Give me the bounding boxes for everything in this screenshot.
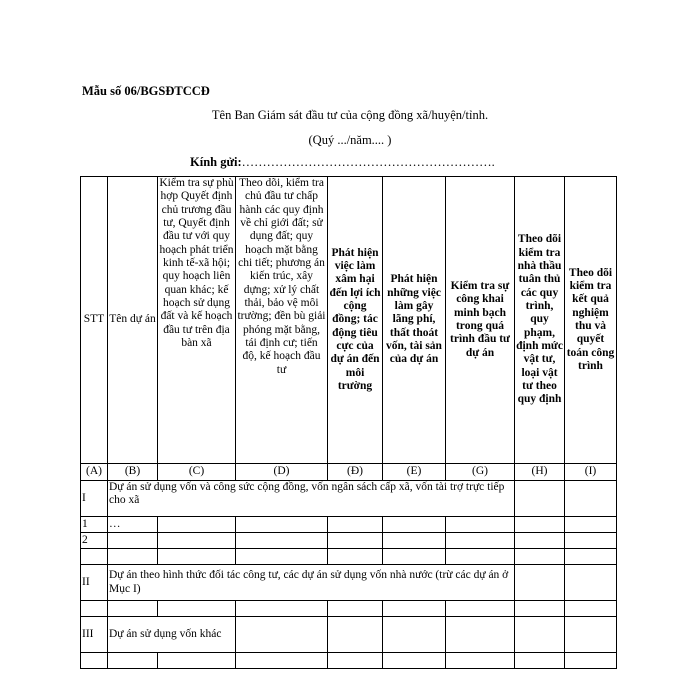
row-stt <box>81 601 108 617</box>
column-letter: (A) <box>81 464 108 481</box>
addressee-label: Kính gửi: <box>190 155 242 169</box>
table-cell <box>328 549 383 565</box>
table-cell <box>236 517 328 533</box>
table-row <box>81 617 617 653</box>
table-cell <box>158 517 236 533</box>
col-header-stt: STT <box>81 177 108 464</box>
col-header-community-harm: Phát hiện việc làm xâm hại đến lợi ích cộng đồng; tác động tiêu cực của dự án đến môi trường <box>328 177 383 464</box>
table-cell <box>565 617 617 653</box>
row-project-name: … <box>108 517 158 533</box>
table-row <box>81 517 617 533</box>
row-stt: 1 <box>81 517 108 533</box>
col-header-investor-compliance: Theo dõi, kiểm tra chủ đầu tư chấp hành các quy định về chỉ giới đất; sử dụng đất; quy hoạch mặt bằng chi tiết; phương án kiến trúc, xây dựng; xử lý chất thải, bảo vệ môi trường; đền bù giải phóng mặt bằng, tái định cư; tiến độ, kế hoạch đầu tư <box>236 177 328 464</box>
table-cell <box>236 653 328 669</box>
table-cell <box>565 533 617 549</box>
table-cell <box>383 517 446 533</box>
table-cell <box>236 549 328 565</box>
addressee-line <box>190 155 495 170</box>
table-cell <box>383 549 446 565</box>
column-letter: (D) <box>236 464 328 481</box>
reporting-period: (Quý .../năm.... ) <box>308 133 392 147</box>
table-cell <box>446 549 515 565</box>
table-cell <box>328 533 383 549</box>
table-cell <box>328 601 383 617</box>
table-cell <box>158 653 236 669</box>
table-row <box>81 533 617 549</box>
row-project-name <box>108 653 158 669</box>
table-row <box>81 549 617 565</box>
form-heading: Tên Ban Giám sát đầu tư của cộng đồng xã/huyện/tỉnh. <box>211 108 489 122</box>
row-stt <box>81 549 108 565</box>
table-cell <box>446 517 515 533</box>
table-row <box>81 565 617 601</box>
table-cell <box>446 533 515 549</box>
column-letter: (I) <box>565 464 617 481</box>
row-stt: II <box>81 565 108 601</box>
table-cell <box>383 601 446 617</box>
column-letter-row <box>81 464 617 481</box>
col-header-waste-loss: Phát hiện những việc làm gây lãng phí, thất thoát vốn, tài sản của dự án <box>383 177 446 464</box>
table-cell <box>158 533 236 549</box>
row-stt: III <box>81 617 108 653</box>
table-cell <box>158 601 236 617</box>
row-section-title: Dự án theo hình thức đối tác công tư, các dự án sử dụng vốn nhà nước (trừ các dự án ở Mục I) <box>108 565 515 601</box>
col-header-transparency: Kiểm tra sự công khai minh bạch trong quá trình đầu tư dự án <box>446 177 515 464</box>
table-cell <box>446 653 515 669</box>
row-stt: I <box>81 481 108 517</box>
column-letter: (Đ) <box>328 464 383 481</box>
table-cell <box>236 617 328 653</box>
table-cell <box>565 601 617 617</box>
column-letter: (G) <box>446 464 515 481</box>
col-header-contractor-compliance: Theo dõi kiểm tra nhà thầu tuân thủ các quy trình, quy phạm, định mức vật tư, loại vật tư theo quy định <box>515 177 565 464</box>
table-row <box>81 601 617 617</box>
table-cell <box>515 549 565 565</box>
table-row <box>81 481 617 517</box>
table-cell <box>565 565 617 601</box>
row-stt: 2 <box>81 533 108 549</box>
col-header-project-name: Tên dự án <box>108 177 158 464</box>
table-cell <box>515 481 565 517</box>
column-letter: (B) <box>108 464 158 481</box>
table-cell <box>515 517 565 533</box>
table-cell <box>328 653 383 669</box>
table-cell <box>515 601 565 617</box>
table-cell <box>515 565 565 601</box>
table-cell <box>328 617 383 653</box>
row-project-name <box>108 549 158 565</box>
table-cell <box>383 653 446 669</box>
col-header-planning-check: Kiểm tra sự phù hợp Quyết định chủ trương đầu tư, Quyết định đầu tư với quy hoạch phát triển kinh tế-xã hội; quy hoạch liên quan khác; kế hoạch sử dụng đất và kế hoạch đầu tư trên địa bàn xã <box>158 177 236 464</box>
table-cell <box>515 617 565 653</box>
table-cell <box>565 549 617 565</box>
table-cell <box>383 533 446 549</box>
column-letter: (C) <box>158 464 236 481</box>
table-cell <box>383 617 446 653</box>
supervision-report-table <box>80 176 617 669</box>
row-section-title: Dự án sử dụng vốn khác <box>108 617 236 653</box>
addressee-dots: ……………………………………………………. <box>241 155 495 169</box>
column-letter: (H) <box>515 464 565 481</box>
table-cell <box>565 481 617 517</box>
table-cell <box>565 653 617 669</box>
form-code: Mẫu số 06/BGSĐTCCĐ <box>82 84 210 98</box>
table-cell <box>446 601 515 617</box>
table-cell <box>236 533 328 549</box>
col-header-acceptance-settlement: Theo dõi kiểm tra kết quả nghiệm thu và quyết toán công trình <box>565 177 617 464</box>
row-stt <box>81 653 108 669</box>
table-cell <box>236 601 328 617</box>
table-cell <box>515 533 565 549</box>
table-row <box>81 653 617 669</box>
row-project-name <box>108 601 158 617</box>
table-header-row <box>81 177 617 464</box>
row-project-name <box>108 533 158 549</box>
table-cell <box>565 517 617 533</box>
table-cell <box>158 549 236 565</box>
row-section-title: Dự án sử dụng vốn và công sức cộng đồng, vốn ngân sách cấp xã, vốn tài trợ trực tiếp cho xã <box>108 481 515 517</box>
table-cell <box>446 617 515 653</box>
column-letter: (E) <box>383 464 446 481</box>
table-cell <box>515 653 565 669</box>
table-cell <box>328 517 383 533</box>
